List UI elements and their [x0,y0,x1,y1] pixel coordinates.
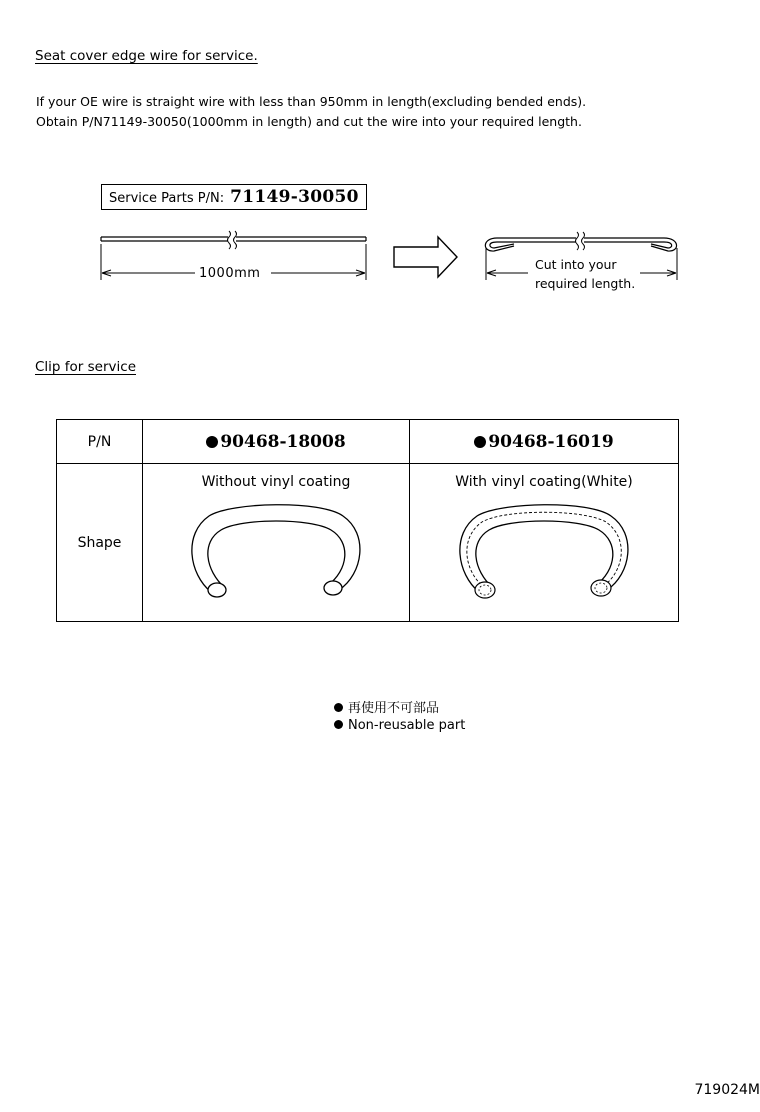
service-parts-label: Service Parts P/N: [109,191,225,206]
shape-description-2: With vinyl coating(White) [455,474,633,490]
part-number-1: 90468-18008 [220,431,346,452]
diagram-code: 719024M [694,1082,760,1098]
shape-header: Shape [57,464,143,622]
wire-section-heading: Seat cover edge wire for service. [35,48,258,64]
legend [334,700,465,734]
length-label: 1000mm [199,266,261,281]
cut-note-line-2: required length. [535,276,636,291]
service-parts-number: 71149-30050 [230,187,359,207]
shape-cell-2 [410,464,679,622]
clip-section-heading: Clip for service [35,359,136,375]
pn-row [57,420,679,464]
non-reusable-dot-icon [334,720,343,729]
non-reusable-dot-icon [334,703,343,712]
legend-japanese-text: 再使用不可部品 [348,701,440,716]
non-reusable-dot-icon [206,436,218,448]
pn-header: P/N [57,420,143,464]
wire-diagram [0,0,760,320]
pn-cell-1 [143,420,410,464]
shape-description-1: Without vinyl coating [201,474,351,490]
clip-table [56,419,679,622]
clip-uncoated-illustration [181,494,371,602]
instruction-line-1: If your OE wire is straight wire with less than 950mm in length(excluding bended ends). [36,94,587,109]
part-number-2: 90468-16019 [488,431,614,452]
non-reusable-dot-icon [474,436,486,448]
shape-row [57,464,679,622]
shape-cell-1 [143,464,410,622]
instruction-line-2: Obtain P/N71149-30050(1000mm in length) and cut the wire into your required length. [36,114,582,129]
clip-coated-illustration [449,494,639,602]
arrow-right-icon [394,237,457,277]
legend-line-2 [334,717,465,734]
cut-note [535,255,635,293]
cut-note-line-1: Cut into your [535,257,617,272]
legend-line-1 [334,700,465,717]
legend-english-text: Non-reusable part [348,718,466,733]
pn-cell-2 [410,420,679,464]
